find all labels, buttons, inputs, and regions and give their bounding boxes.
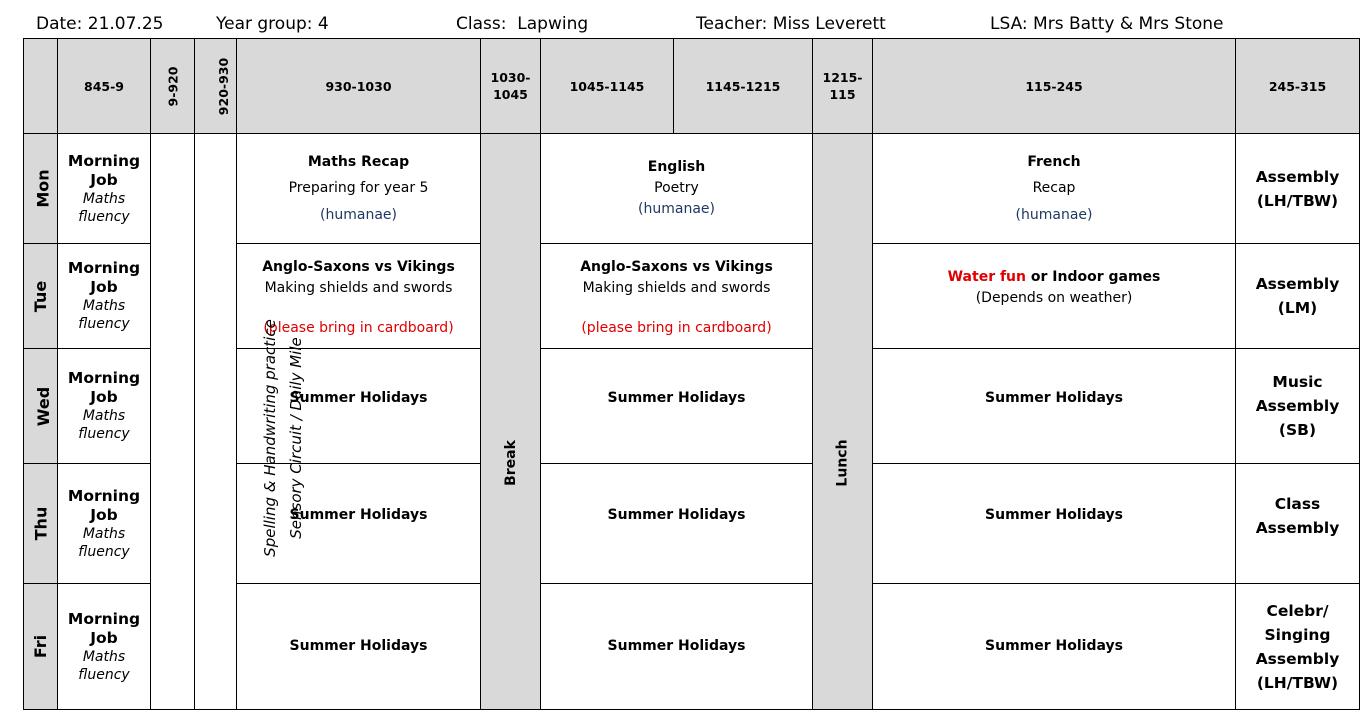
mj-sub-b: fluency: [78, 316, 130, 332]
morning-job-thu: [58, 464, 151, 584]
fri-assembly-a4: (LH/TBW): [1256, 673, 1339, 692]
fri-assembly-a2: Singing: [1264, 625, 1331, 644]
fri-assembly: [1236, 584, 1360, 710]
lunch-column: [813, 134, 873, 710]
tue-s3-red: Water fun: [947, 269, 1026, 285]
thu-assembly-a1: Class: [1274, 494, 1321, 513]
break-column: [481, 134, 541, 710]
time-1030-line1: 1030-: [490, 70, 531, 85]
tue-s3-title: [873, 267, 1235, 288]
thu-session-3: [873, 464, 1236, 584]
day-tue-label: Tue: [31, 280, 50, 312]
time-1215-115: [813, 39, 873, 134]
morning-job-mon: [58, 134, 151, 244]
time-115-245: 115-245: [873, 39, 1236, 134]
mon-s3-title: French: [1027, 153, 1081, 170]
wed-s2-holiday: Summer Holidays: [607, 389, 746, 406]
mon-assembly: [1236, 134, 1360, 244]
morning-job-fri: [58, 584, 151, 710]
lunch-label: Lunch: [834, 439, 851, 487]
class-label: Class: Lapwing: [456, 14, 589, 34]
wed-session-3: [873, 349, 1236, 464]
fri-assembly-a3: Assembly: [1255, 649, 1340, 668]
mj-title-a: Morning: [67, 259, 141, 277]
wed-s1-holiday: Summer Holidays: [289, 389, 428, 406]
mj-sub-b: fluency: [78, 426, 130, 442]
mj-title-a: Morning: [67, 609, 141, 628]
time-1045-1145: 1045-1145: [541, 39, 674, 134]
wed-s3-holiday: Summer Holidays: [985, 389, 1123, 406]
mon-s1-note: (humanae): [320, 206, 397, 223]
time-920-930: [195, 39, 237, 134]
mj-sub-b: fluency: [78, 543, 130, 560]
mon-s2-note: (humanae): [638, 201, 715, 217]
tue-s1-note: (please bring in cardboard): [263, 319, 454, 336]
fri-s1-holiday: Summer Holidays: [289, 638, 428, 654]
thu-assembly: [1236, 464, 1360, 584]
mj-title-b: Job: [90, 170, 118, 189]
day-mon-label: Mon: [33, 169, 53, 208]
mon-s3-note: (humanae): [1015, 206, 1093, 223]
thu-assembly-a2: Assembly: [1255, 518, 1340, 537]
mj-sub-a: Maths: [82, 648, 126, 665]
thu-s3-holiday: Summer Holidays: [985, 507, 1123, 523]
wed-session-2: [541, 349, 813, 464]
wed-assembly: [1236, 349, 1360, 464]
thu-s1-holiday: Summer Holidays: [289, 507, 428, 523]
time-1145-1215: 1145-1215: [674, 39, 813, 134]
fri-session-1: [237, 584, 481, 710]
day-wed: [24, 349, 58, 464]
tue-s2-title: Anglo-Saxons vs Vikings: [580, 258, 773, 275]
mon-s3-sub: Recap: [1032, 179, 1076, 196]
row-mon: [24, 134, 1360, 244]
year-group-label: Year group: 4: [216, 14, 329, 34]
timetable: [23, 38, 1360, 710]
break-label: Break: [502, 440, 519, 486]
fri-s2-holiday: Summer Holidays: [607, 638, 746, 654]
day-fri: [24, 584, 58, 710]
mon-session-3: [873, 134, 1236, 244]
teacher-label: Teacher: Miss Leverett: [696, 14, 886, 34]
time-1215-line2: 115: [829, 87, 856, 102]
corner-cell: [24, 39, 58, 134]
fri-s3-holiday: Summer Holidays: [985, 638, 1123, 654]
day-wed-label: Wed: [34, 386, 54, 426]
time-930-1030: 930-1030: [237, 39, 481, 134]
time-1030-line2: 1045: [493, 87, 528, 102]
morning-job-tue: [58, 244, 151, 349]
mj-title-a: Morning: [67, 151, 141, 170]
fri-assembly-a1: Celebr/: [1266, 601, 1329, 620]
time-1030-1045: [481, 39, 541, 134]
time-845-9: 845-9: [58, 39, 151, 134]
time-9-920: [151, 39, 195, 134]
mon-session-1: [237, 134, 481, 244]
tue-s2-note: (please bring in cardboard): [581, 319, 772, 336]
day-mon: [24, 134, 58, 244]
time-920-930-label: 920-930: [216, 57, 232, 115]
mj-sub-b: fluency: [78, 666, 130, 683]
tue-s2-sub: Making shields and swords: [582, 279, 771, 296]
tue-assembly: [1236, 244, 1360, 349]
day-fri-label: Fri: [31, 634, 50, 659]
wed-assembly-a2: Assembly: [1255, 397, 1340, 415]
mon-s2-title: English: [647, 159, 706, 175]
thu-s2-holiday: Summer Holidays: [607, 507, 746, 523]
date-label: Date: 21.07.25: [36, 14, 164, 34]
mon-s1-sub: Preparing for year 5: [288, 179, 429, 196]
time-245-315: 245-315: [1236, 39, 1360, 134]
mj-title-b: Job: [90, 628, 118, 647]
mon-s1-title: Maths Recap: [307, 153, 410, 170]
fri-session-2: [541, 584, 813, 710]
mj-title-b: Job: [90, 278, 118, 296]
tue-session-2: [541, 244, 813, 349]
mon-session-2: [541, 134, 813, 244]
mon-s2-sub: Poetry: [654, 180, 699, 196]
tue-s1-sub: Making shields and swords: [264, 279, 453, 296]
day-tue: [24, 244, 58, 349]
spelling-column: [151, 134, 279, 710]
spelling-label: Spelling & Handwriting practice: [260, 319, 279, 557]
mj-sub-a: Maths: [82, 190, 126, 207]
time-9-920-label: 9-920: [164, 66, 180, 106]
mon-assembly-a: Assembly: [1255, 167, 1340, 186]
mj-title-a: Morning: [67, 486, 141, 505]
mj-sub-a: Maths: [82, 525, 126, 542]
thu-session-2: [541, 464, 813, 584]
fri-session-3: [873, 584, 1236, 710]
time-1215-line1: 1215-: [822, 70, 863, 85]
wed-assembly-a1: Music: [1272, 373, 1323, 391]
morning-job-wed: [58, 349, 151, 464]
tue-assembly-b: (LM): [1277, 299, 1318, 317]
tue-s1-title: Anglo-Saxons vs Vikings: [262, 258, 455, 275]
mon-assembly-b: (LH/TBW): [1256, 191, 1339, 210]
day-thu-label: Thu: [31, 506, 51, 541]
mj-sub-a: Maths: [82, 298, 126, 314]
wed-assembly-a3: (SB): [1278, 421, 1317, 439]
time-header-row: [24, 39, 1360, 134]
mj-title-a: Morning: [67, 369, 141, 387]
mj-sub-a: Maths: [82, 408, 126, 424]
lsa-label: LSA: Mrs Batty & Mrs Stone: [990, 14, 1224, 34]
tue-s3-rest: or Indoor games: [1026, 269, 1161, 285]
mj-title-b: Job: [90, 388, 118, 406]
day-thu: [24, 464, 58, 584]
mj-sub-b: fluency: [78, 208, 130, 225]
sensory-label: Sensory Circuit / Daily Mile: [286, 337, 305, 539]
tue-assembly-a: Assembly: [1255, 275, 1340, 293]
tue-session-3: [873, 244, 1236, 349]
tue-s3-sub: (Depends on weather): [975, 290, 1133, 306]
mj-title-b: Job: [90, 505, 118, 524]
